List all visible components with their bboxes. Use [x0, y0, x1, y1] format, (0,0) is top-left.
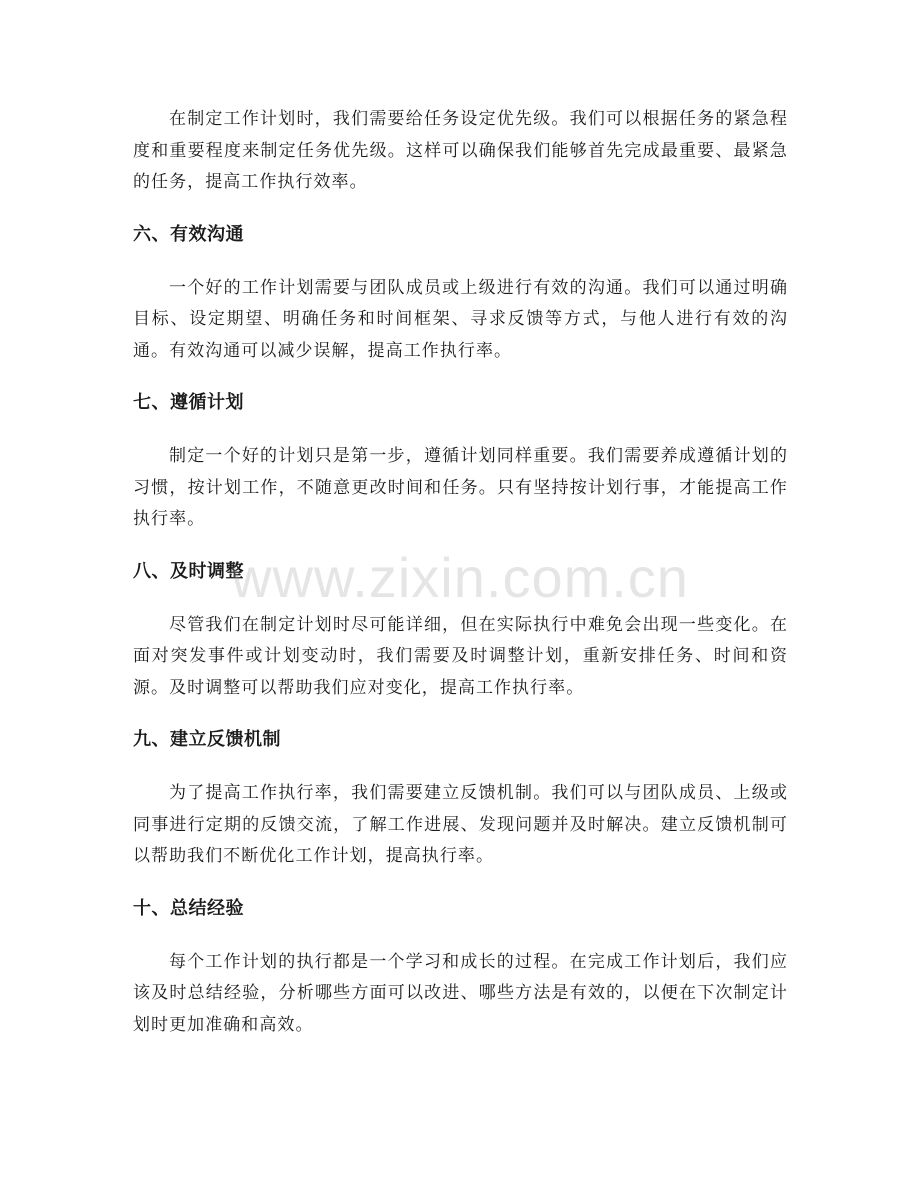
section-body-summarize-experience: 每个工作计划的执行都是一个学习和成长的过程。在完成工作计划后，我们应该及时总结经验，分析哪些方面可以改进、哪些方法是有效的，以便在下次制定计划时更加准确和高效。	[133, 951, 788, 1035]
section-heading-effective-communication: 六、有效沟通	[133, 223, 244, 245]
watermark-text: www.zixin.com.cn	[231, 546, 689, 609]
section-body-effective-communication: 一个好的工作计划需要与团队成员或上级进行有效的沟通。我们可以通过明确目标、设定期望、明确任务和时间框架、寻求反馈等方式，与他人进行有效的沟通。有效沟通可以减少误解，提高工作执行率。	[133, 277, 788, 361]
section-body-timely-adjustment: 尽管我们在制定计划时尽可能详细，但在实际执行中难免会出现一些变化。在面对突发事件或计划变动时，我们需要及时调整计划，重新安排任务、时间和资源。及时调整可以帮助我们应对变化，提高工作执行率。	[133, 614, 788, 698]
section-body-feedback-mechanism: 为了提高工作执行率，我们需要建立反馈机制。我们可以与团队成员、上级或同事进行定期的反馈交流，了解工作进展、发现问题并及时解决。建立反馈机制可以帮助我们不断优化工作计划，提高执行率。	[133, 783, 788, 866]
section-heading-timely-adjustment: 八、及时调整	[133, 560, 244, 582]
document-body	[133, 104, 788, 1041]
section-body-follow-plan: 制定一个好的计划只是第一步，遵循计划同样重要。我们需要养成遵循计划的习惯，按计划工作，不随意更改时间和任务。只有坚持按计划行事，才能提高工作执行率。	[133, 446, 788, 529]
intro-paragraph: 在制定工作计划时，我们需要给任务设定优先级。我们可以根据任务的紧急程度和重要程度来制定任务优先级。这样可以确保我们能够首先完成最重要、最紧急的任务，提高工作执行效率。	[133, 109, 788, 192]
section-heading-feedback-mechanism: 九、建立反馈机制	[133, 729, 281, 750]
section-heading-summarize-experience: 十、总结经验	[133, 897, 244, 919]
section-heading-follow-plan: 七、遵循计划	[133, 392, 244, 413]
